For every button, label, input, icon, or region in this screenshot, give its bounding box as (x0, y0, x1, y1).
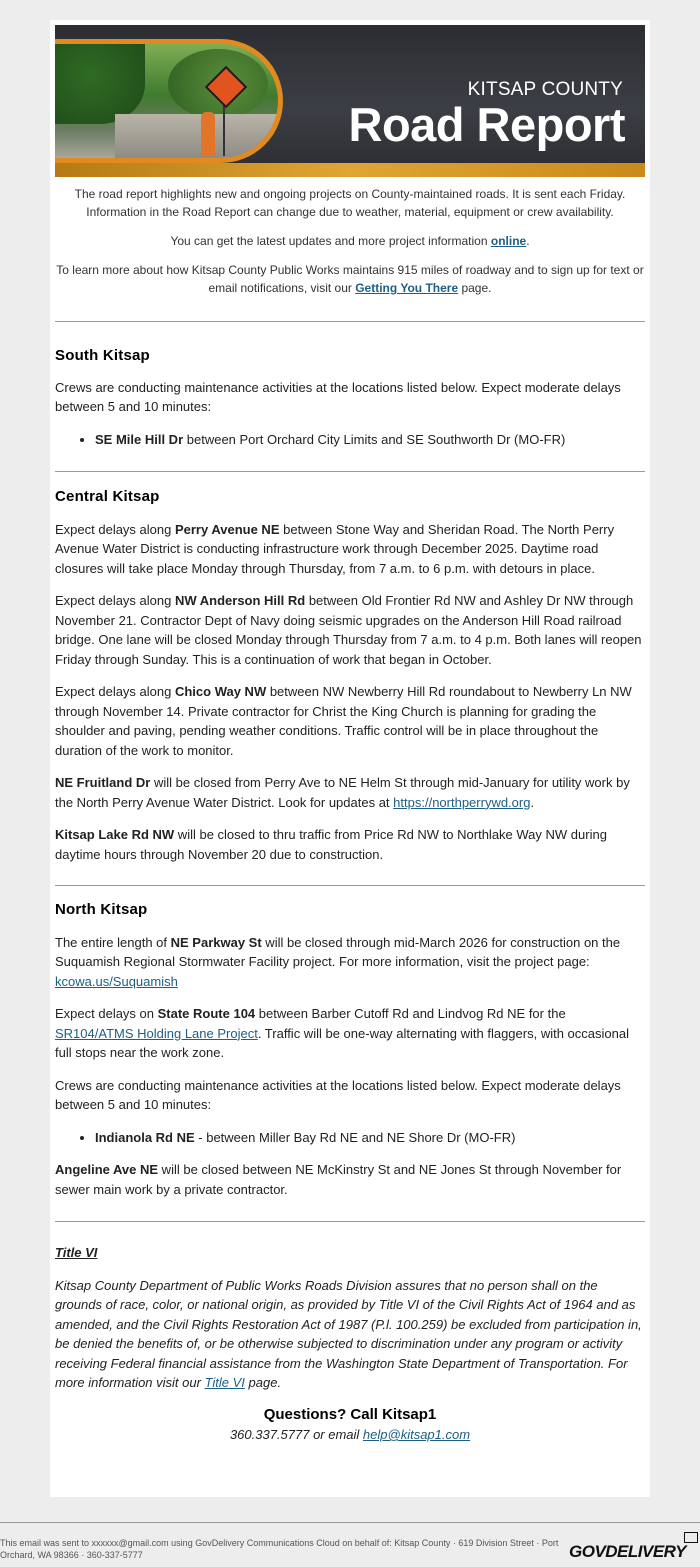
footer-text: This email was sent to xxxxxx@gmail.com using GovDelivery Communications Cloud on behalf of: Kitsap County · 619 Division Street · Port Orchard, WA 98366 · 360-337-5777 (0, 1538, 559, 1560)
text: between NW Newberry Hill Rd roundabout to Newberry Ln NW through November 14. Private contractor for Christ the King Church is planning for grading the shoulder and paving, pending weather conditions. Traffic control will be in place throughout the duration of the work to monitor. (55, 684, 632, 758)
getting-you-there-link[interactable]: Getting You There (355, 281, 459, 295)
title-vi-heading: Title VI (55, 1245, 98, 1260)
section-heading: North Kitsap (55, 901, 148, 918)
text: . (530, 794, 535, 810)
trees-left (55, 44, 145, 124)
north-p4 (55, 1160, 645, 1199)
govdelivery-logo[interactable]: GOVDELIVERY (569, 1542, 686, 1561)
flagger-worker (201, 112, 215, 156)
list-item (95, 430, 645, 450)
text: . Traffic will be one-way alternating with flaggers, with occasional full stops near the work zone. (55, 1025, 629, 1060)
central-p4 (55, 773, 645, 812)
title-vi-body (55, 1276, 645, 1393)
banner-county: KITSAP COUNTY (467, 79, 623, 100)
road-name: Perry Avenue NE (174, 521, 280, 537)
road-name: Angeline Ave NE (55, 1162, 159, 1177)
text: Expect delays on (55, 1006, 158, 1021)
list-item-text: between Port Orchard City Limits and SE Southworth Dr (MO-FR) (183, 431, 566, 447)
text: will be closed from Perry Ave to NE Helm St through mid-January for utility work by the North Perry Avenue Water District. Look for updates at (55, 775, 630, 810)
road-name: State Route 104 (157, 1006, 256, 1021)
central-p3 (55, 682, 645, 760)
questions-heading: Questions? Call Kitsap1 (263, 1406, 437, 1423)
north-p2 (55, 1004, 645, 1063)
road-name: Indianola Rd NE (95, 1129, 195, 1145)
section-central-kitsap (55, 487, 645, 864)
divider (55, 1221, 645, 1222)
section-south-kitsap (55, 346, 645, 449)
text: will be closed between NE McKinstry St and NE Jones St through November for sewer main work by a private contractor. (55, 1162, 622, 1197)
road-name: Chico Way NW (174, 684, 267, 699)
road-name: NW Anderson Hill Rd (174, 593, 306, 608)
intro-p1: The road report highlights new and ongoing projects on County-maintained roads. It is sent each Friday. Information in the Road Report can change due to weather, material, equipment or crew availability. (74, 187, 626, 219)
questions-block (55, 1406, 645, 1442)
banner-gold-strip (55, 163, 645, 177)
road-name: NE Parkway St (170, 934, 262, 950)
text: between Stone Way and Sheridan Road. The North Perry Avenue Water District is conducting infrastructure work through December 2025. Daytime road closures will take place Monday through Thursday, from 7 a.m. to 6 p.m. with detours in place. (55, 521, 615, 576)
banner-title: Road Report (348, 98, 625, 151)
section-title-vi (55, 1243, 645, 1393)
south-p1: Crews are conducting maintenance activities at the locations listed below. Expect moderate delays between 5 and 10 minutes: (55, 379, 621, 414)
section-heading: Central Kitsap (55, 488, 160, 505)
questions-contact (55, 1427, 645, 1442)
text: Expect delays along (55, 521, 175, 537)
intro-p3 (55, 261, 645, 297)
section-north-kitsap (55, 900, 645, 1199)
header-banner (55, 25, 645, 177)
envelope-icon (684, 1532, 698, 1543)
text: Expect delays along (55, 684, 175, 699)
online-link[interactable]: online (490, 234, 527, 248)
text: The entire length of (55, 934, 171, 950)
north-p3: Crews are conducting maintenance activities at the locations listed below. Expect moderate delays between 5 and 10 minutes: (55, 1077, 621, 1112)
north-list (55, 1128, 645, 1148)
northperrywd-link[interactable]: https://northperrywd.org (393, 794, 531, 810)
road (115, 114, 283, 158)
intro-p3-text: To learn more about how Kitsap County Public Works maintains 915 miles of roadway and to sign up for text or email notifications, visit our (56, 263, 644, 295)
text: between Old Frontier Rd NW and Ashley Dr NW through November 21. Contractor Dept of Navy doing seismic upgrades on the Anderson Hill Road railroad bridge. One lane will be closed Monday through Thursday from 7 a.m. to 4 p.m. Both lanes will reopen Friday through Sunday. This is a continuation of work that began in October. (55, 593, 642, 667)
south-list (55, 430, 645, 450)
intro-p2-text: You can get the latest updates and more project information (170, 234, 491, 248)
email-link[interactable]: help@kitsap1.com (362, 1427, 471, 1442)
text: Expect delays along (55, 593, 175, 608)
footer-divider (0, 1522, 700, 1523)
text: will be closed through mid-March 2026 for construction on the Suquamish Regional Stormwater Facility project. For more information, visit the project page: (55, 934, 621, 969)
road-name: Kitsap Lake Rd NW (55, 827, 175, 842)
central-p1 (55, 520, 645, 579)
divider (55, 885, 645, 886)
divider (55, 321, 645, 322)
intro-p3-end: page. (458, 281, 492, 295)
intro-p2-end: . (526, 234, 530, 248)
text: page. (244, 1375, 282, 1390)
central-p2 (55, 591, 645, 669)
road-name: SE Mile Hill Dr (95, 431, 184, 447)
list-item (95, 1128, 645, 1148)
text: between Barber Cutoff Rd and Lindvog Rd NE for the (255, 1006, 566, 1021)
divider (55, 471, 645, 472)
central-p5 (55, 825, 645, 864)
north-p1 (55, 933, 645, 992)
text: will be closed to thru traffic from Price Rd NW to Northlake Way NW during daytime hours through November 20 due to construction. (55, 827, 607, 862)
sr104-project-link[interactable]: SR104/ATMS Holding Lane Project (55, 1025, 258, 1041)
email-card (50, 20, 650, 1497)
text: Kitsap County Department of Public Works Roads Division assures that no person shall on the grounds of race, color, or national origin, as provided by Title VI of the Civil Rights Act of 1964 and as amended, and the Civil Rights Restoration Act of 1987 (P.l. 100.259) be excluded from participation in, be denied the benefits of, or be otherwise subjected to discrimination under any program or activity receiving Federal financial assistance from the Washington State Department of Transportation. For more information visit our (55, 1277, 642, 1390)
list-item-text: - between Miller Bay Rd NE and NE Shore Dr (MO-FR) (194, 1129, 516, 1145)
road-name: NE Fruitland Dr (55, 775, 151, 790)
section-heading: South Kitsap (55, 347, 150, 364)
title-vi-link[interactable]: Title VI (204, 1375, 245, 1390)
text: 360.337.5777 or email (229, 1427, 363, 1442)
intro (55, 185, 645, 308)
intro-p2 (55, 232, 645, 250)
suquamish-link[interactable]: kcowa.us/Suquamish (55, 973, 178, 989)
banner-photo (55, 39, 283, 163)
